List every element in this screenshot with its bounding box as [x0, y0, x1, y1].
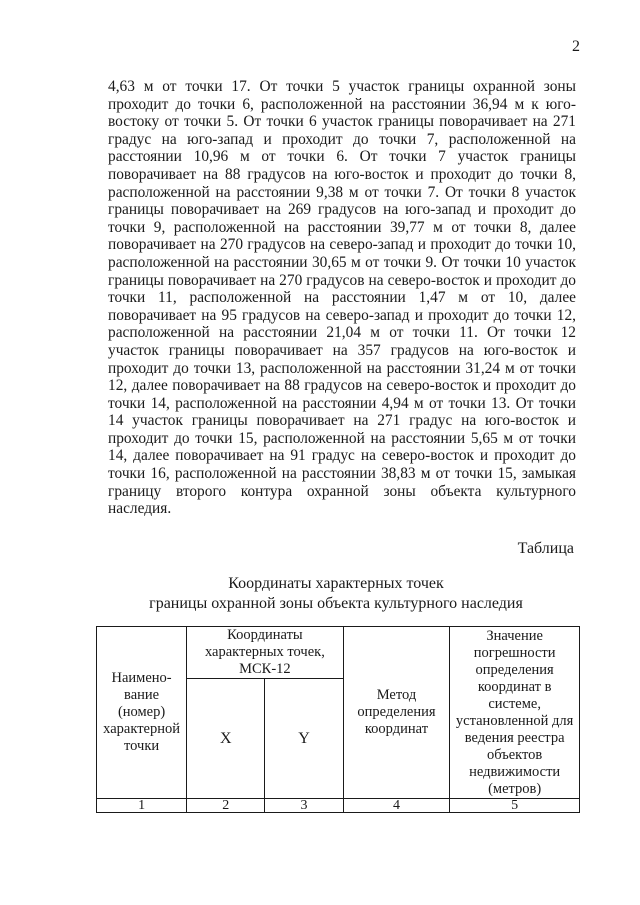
- table-label: Таблица: [517, 540, 574, 557]
- boundary-description-text: 4,63 м от точки 17. От точки 5 участок границы охранной зоны проходит до точки 6, расположенной на расстоянии 36,94 м к юго-востоку от точки 5. От точки 6 участок границы поворачивает на 271 градус на юго-запад и проходит до точки 7, расположенной на расстоянии 10,96 м от точки 6. От точки 7 участок границы поворачивает на 88 градусов на юго-восток и проходит до точки 8, расположенной на расстоянии 9,38 м от точки 7. От точки 8 участок границы поворачивает на 269 градусов на юго-запад и проходит до точки 9, расположенной на расстоянии 39,77 м от точки 8, далее поворачивает на 270 градусов на северо-запад и проходит до точки 10, расположенной на расстоянии 30,65 м от точки 9. От точки 10 участок границы поворачивает на 270 градусов на северо-восток и проходит до точки 11, расположенной на расстоянии 1,47 м от 10, далее поворачивает на 95 градусов на северо-запад и проходит до точки 12, расположенной на расстоянии 21,04 м от точки 11. От точки 12 участок границы поворачивает на 357 градусов на юго-восток и проходит до точки 13, расположенной на расстоянии 31,24 м от точки 12, далее поворачивает на 88 градусов на северо-восток и проходит до точки 14, расположенной на расстоянии 4,94 м от точки 13. От точки 14 участок границы поворачивает на 271 градус на юго-восток и проходит до точки 15, расположенной на расстоянии 5,65 м от точки 14, далее поворачивает на 91 градус на северо-восток и проходит до точки 16, расположенной на расстоянии 38,83 м от точки 15, замыкая границу второго контура охранной зоны объекта культурного наследия.: [108, 78, 576, 518]
- header-accuracy: Значение погрешности определения координат в системе, установленной для ведения реестра объектов недвижимости (метров): [450, 627, 580, 799]
- header-point-name: Наимено-вание (номер) характерной точки: [97, 627, 187, 799]
- header-method: Метод определения координат: [343, 627, 450, 799]
- column-number-row: [97, 799, 580, 813]
- column-number-4: 4: [343, 799, 450, 813]
- table-header-row: [97, 627, 580, 679]
- column-number-3: 3: [265, 799, 343, 813]
- column-number-1: 1: [97, 799, 187, 813]
- header-coordinates-group: Координаты характерных точек, МСК-12: [187, 627, 344, 679]
- page-number: 2: [572, 38, 580, 55]
- header-x: X: [187, 679, 265, 799]
- table-title-line-2: границы охранной зоны объекта культурного наследия: [149, 595, 523, 612]
- column-number-2: 2: [187, 799, 265, 813]
- coordinates-table: [96, 626, 580, 813]
- table-title: [96, 574, 576, 614]
- header-y: Y: [265, 679, 343, 799]
- column-number-5: 5: [450, 799, 580, 813]
- table-title-line-1: Координаты характерных точек: [228, 575, 444, 592]
